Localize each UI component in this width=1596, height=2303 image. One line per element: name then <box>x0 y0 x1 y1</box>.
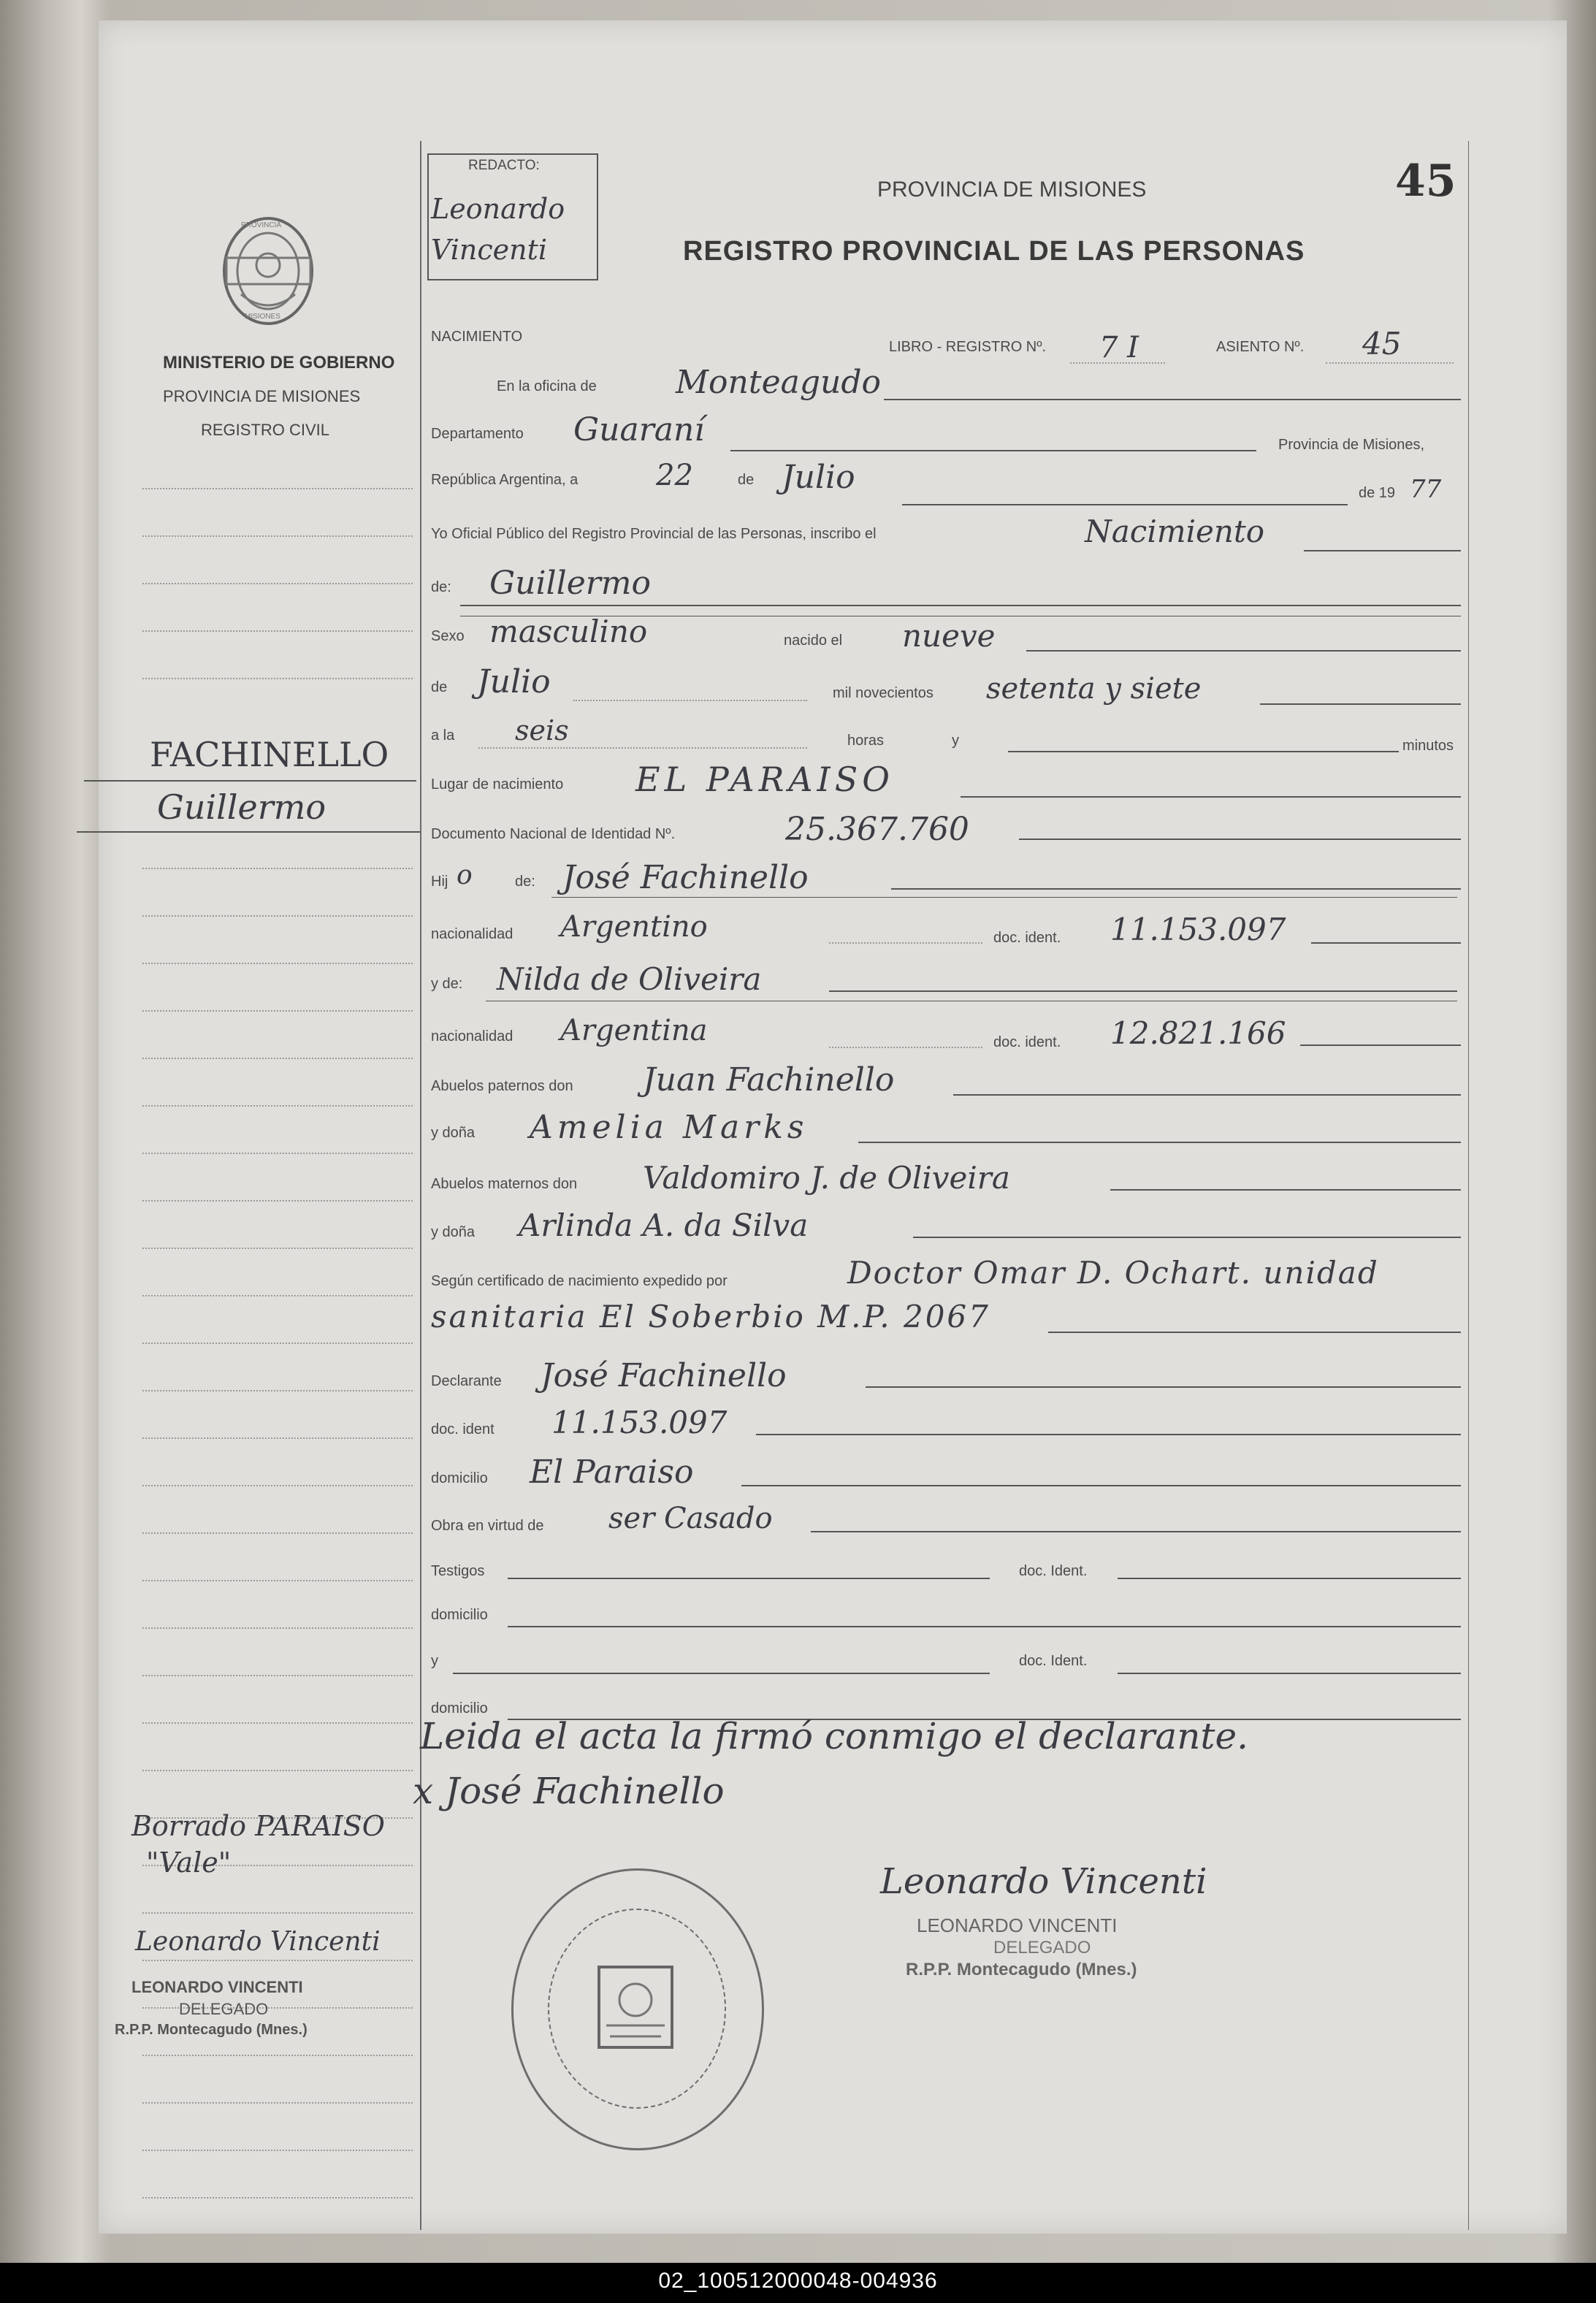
mother-nac-line <box>829 1047 982 1048</box>
ab-mat-dona-line <box>913 1237 1461 1238</box>
ministry-title: MINISTERIO DE GOBIERNO <box>163 353 395 373</box>
mother-value: Nilda de Oliveira <box>497 961 762 997</box>
y2-doc-line <box>1118 1673 1461 1674</box>
minutos-label: minutos <box>1402 738 1454 754</box>
declarante-signature: x José Fachinello <box>413 1770 725 1812</box>
year-label: de 19 <box>1359 485 1396 501</box>
ab-mat-dona-value: Arlinda A. da Silva <box>519 1207 809 1243</box>
asiento-line <box>1326 362 1454 364</box>
yde-label: y de: <box>431 976 463 992</box>
margin-ruled-line <box>142 2055 413 2056</box>
testigos-doc-line <box>1118 1578 1461 1579</box>
margin-ruled-line <box>142 1153 413 1154</box>
ab-pat-dona-line <box>858 1142 1461 1143</box>
declarante-doc-line <box>756 1434 1461 1435</box>
ab-pat-dona-value: Amelia Marks <box>530 1109 809 1146</box>
margin-surname-rule <box>84 780 416 782</box>
seal-emblem-icon <box>595 1963 676 2051</box>
obra-label: Obra en virtud de <box>431 1518 544 1534</box>
margin-signature: Leonardo Vincenti <box>135 1927 381 1957</box>
mother-docident-label: doc. ident. <box>993 1034 1061 1050</box>
margin-stamp-office: R.P.P. Montecagudo (Mnes.) <box>115 2022 308 2038</box>
obra-line <box>811 1531 1461 1532</box>
ab-pat-don-value: Juan Fachinello <box>643 1061 895 1099</box>
margin-ruled-line <box>142 1010 413 1012</box>
father-nac-label: nacionalidad <box>431 926 513 942</box>
hijo-suffix: o <box>457 860 473 890</box>
domicilio-line <box>741 1485 1461 1486</box>
margin-ruled-line <box>142 1390 413 1391</box>
mil-value: setenta y siete <box>986 672 1202 706</box>
footer-id: 02_100512000048-004936 <box>658 2269 938 2293</box>
margin-ruled-line <box>142 1532 413 1534</box>
nacimiento-label: NACIMIENTO <box>431 329 523 345</box>
margin-ruled-line <box>142 2197 413 2199</box>
oficina-label: En la oficina de <box>497 378 597 394</box>
redacto-signature: Leonardo Vincenti <box>431 193 565 266</box>
mother-doc-value: 12.821.166 <box>1110 1015 1286 1051</box>
ala-label: a la <box>431 727 455 744</box>
day-value: 22 <box>656 459 693 492</box>
margin-ruled-line <box>142 630 413 632</box>
margin-ruled-line <box>142 1058 413 1059</box>
libro-label: LIBRO - REGISTRO Nº. <box>889 339 1047 355</box>
margin-ruled-line <box>142 2150 413 2151</box>
margin-ruled-line <box>142 963 413 964</box>
dni-value: 25.367.760 <box>785 811 969 848</box>
margin-ruled-line <box>142 1960 413 1961</box>
margin-ruled-line <box>142 1105 413 1107</box>
province-header: PROVINCIA DE MISIONES <box>877 177 1147 202</box>
segun-label: Según certificado de nacimiento expedido por <box>431 1273 728 1289</box>
republica-de-label: de <box>738 472 755 488</box>
domicilio2-line <box>508 1626 1461 1627</box>
margin-ruled-line <box>142 1770 413 1771</box>
official-role: DELEGADO <box>993 1938 1091 1958</box>
margin-ruled-line <box>142 535 413 537</box>
declarante-line <box>866 1386 1461 1388</box>
official-signature: Leonardo Vincenti <box>880 1861 1207 1902</box>
departamento-label: Departamento <box>431 426 524 442</box>
domicilio-value: El Paraiso <box>530 1454 694 1491</box>
margin-ruled-line <box>142 488 413 489</box>
father-docident-label: doc. ident. <box>993 930 1061 946</box>
lugar-label: Lugar de nacimiento <box>431 776 564 793</box>
segun-line <box>1048 1332 1461 1333</box>
segun-value: Doctor Omar D. Ochart. unidad <box>847 1255 1379 1291</box>
ministry-province: PROVINCIA DE MISIONES <box>163 387 361 405</box>
margin-ruled-line <box>142 1675 413 1676</box>
margin-stamp-name: LEONARDO VINCENTI <box>131 1978 303 1996</box>
father-doc-value: 11.153.097 <box>1110 912 1286 947</box>
official-office: R.P.P. Montecagudo (Mnes.) <box>906 1960 1137 1979</box>
father-doc-line <box>1311 942 1461 944</box>
provincia-label: Provincia de Misiones, <box>1278 437 1425 453</box>
ab-mat-label: Abuelos maternos don <box>431 1176 578 1192</box>
domicilio2-label: domicilio <box>431 1607 488 1623</box>
margin-surname: FACHINELLO <box>150 735 389 774</box>
father-nac-value: Argentino <box>560 910 708 944</box>
margin-ruled-line <box>142 1248 413 1249</box>
departamento-value: Guaraní <box>573 411 705 448</box>
margin-ruled-line <box>142 1343 413 1344</box>
lugar-line <box>961 796 1461 798</box>
hora-value: seis <box>515 714 569 746</box>
month-line <box>902 504 1348 505</box>
margin-given: Guillermo <box>157 787 327 827</box>
yo-oficial-label: Yo Oficial Público del Registro Provincial de las Personas, inscribo el <box>431 526 877 542</box>
year-value: 77 <box>1410 475 1442 504</box>
margin-ruled-line <box>142 1627 413 1629</box>
ab-pat-don-line <box>953 1094 1461 1096</box>
left-vertical-rule <box>420 141 421 2230</box>
declarante-doc-value: 11.153.097 <box>551 1405 728 1440</box>
register-page <box>99 20 1567 2234</box>
leida-text: Leida el acta la firmó conmigo el declarante. <box>420 1715 1249 1757</box>
oficina-line <box>884 399 1461 400</box>
lugar-value: EL PARAISO <box>635 760 894 799</box>
hijo-de-label: de: <box>515 874 535 890</box>
minutos-line <box>1008 751 1399 752</box>
margin-ruled-line <box>142 1437 413 1439</box>
sexo-label: Sexo <box>431 628 465 644</box>
margin-ruled-line <box>142 2102 413 2104</box>
mother-doc-line <box>1300 1044 1461 1046</box>
mother-line <box>829 990 1457 992</box>
footer-bar <box>0 2263 1596 2303</box>
ab-mat-don-line <box>1110 1189 1461 1191</box>
registro-civil: REGISTRO CIVIL <box>201 421 330 439</box>
crest-text-bottom: MISIONES <box>245 313 280 321</box>
republica-label: República Argentina, a <box>431 472 579 488</box>
month2-line <box>573 700 807 701</box>
y2-label: y <box>431 1653 438 1669</box>
horas-label: horas <box>847 733 885 749</box>
oficina-value: Monteagudo <box>676 364 881 401</box>
father-nac-line <box>829 942 982 944</box>
father-line <box>891 888 1461 890</box>
declarante-value: José Fachinello <box>541 1357 787 1394</box>
official-name: LEONARDO VINCENTI <box>917 1914 1118 1936</box>
de2-label: de <box>431 679 448 695</box>
y2-line <box>453 1673 990 1674</box>
testigos-docident-label: doc. Ident. <box>1019 1563 1088 1579</box>
margin-ruled-line <box>142 1722 413 1724</box>
margin-ruled-line <box>142 915 413 917</box>
name-value: Guillermo <box>489 565 651 602</box>
mother-nac-value: Argentina <box>560 1014 708 1047</box>
ab-mat-don-value: Valdomiro J. de Oliveira <box>643 1160 1010 1196</box>
mother-nac-label: nacionalidad <box>431 1028 513 1044</box>
declarante-docident-label: doc. ident <box>431 1421 495 1437</box>
testigos-label: Testigos <box>431 1563 485 1579</box>
month-value: Julio <box>782 459 855 496</box>
mil-label: mil novecientos <box>833 685 933 701</box>
testigos-line <box>508 1578 990 1579</box>
margin-ruled-line <box>142 678 413 679</box>
asiento-label: ASIENTO Nº. <box>1216 339 1305 355</box>
ab-pat-label: Abuelos paternos don <box>431 1078 573 1094</box>
margin-stamp-role: DELEGADO <box>179 2000 269 2018</box>
dni-label: Documento Nacional de Identidad Nº. <box>431 826 676 842</box>
nacido-line <box>1026 650 1461 652</box>
y-label: y <box>952 733 959 749</box>
mil-line <box>1260 703 1461 705</box>
ab-pat-dona-label: y doña <box>431 1125 476 1141</box>
redacto-label: REDACTO: <box>468 158 540 173</box>
sexo-value: masculino <box>489 614 648 649</box>
page-number: 45 <box>1395 156 1456 207</box>
y2-docident-label: doc. Ident. <box>1019 1653 1088 1669</box>
margin-given-rule <box>77 831 420 833</box>
domicilio-label: domicilio <box>431 1470 488 1486</box>
domicilio3-label: domicilio <box>431 1700 488 1716</box>
inscribo-line <box>1304 550 1461 551</box>
hijo-label: Hij <box>431 874 448 890</box>
margin-ruled-line <box>142 1295 413 1296</box>
right-vertical-rule <box>1468 141 1469 2230</box>
hora-line <box>478 747 807 749</box>
obra-value: ser Casado <box>608 1502 773 1535</box>
margin-note-borrado: Borrado PARAISO <box>131 1810 385 1842</box>
nacido-label: nacido el <box>784 633 843 649</box>
margin-ruled-line <box>142 1912 413 1914</box>
register-title: REGISTRO PROVINCIAL DE LAS PERSONAS <box>683 236 1305 267</box>
name-line <box>460 605 1461 606</box>
dni-line <box>1019 839 1461 840</box>
nacido-value: nueve <box>902 618 996 654</box>
segun-value-2: sanitaria El Soberbio M.P. 2067 <box>431 1299 990 1334</box>
margin-ruled-line <box>142 1200 413 1202</box>
margin-ruled-line <box>142 1580 413 1581</box>
margin-note-vale: "Vale" <box>146 1846 232 1879</box>
month2-value: Julio <box>477 663 551 700</box>
ab-mat-dona-label: y doña <box>431 1224 476 1240</box>
declarante-label: Declarante <box>431 1373 502 1389</box>
departamento-line <box>730 450 1256 451</box>
father-line-2 <box>551 897 1457 898</box>
crest-text-top: PROVINCIA <box>241 221 282 229</box>
margin-ruled-line <box>142 868 413 869</box>
libro-value: 7 I <box>1099 331 1139 364</box>
margin-ruled-line <box>142 1485 413 1486</box>
asiento-value: 45 <box>1362 326 1402 362</box>
father-value: José Fachinello <box>562 859 809 896</box>
de-colon-label: de: <box>431 579 451 595</box>
inscribo-value: Nacimiento <box>1085 513 1265 549</box>
margin-ruled-line <box>142 583 413 584</box>
